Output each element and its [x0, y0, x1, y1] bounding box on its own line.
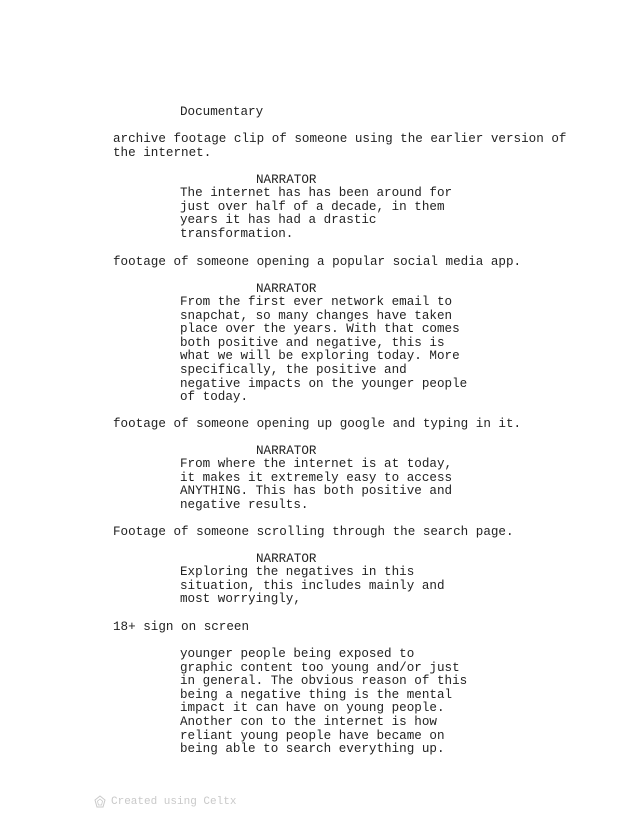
dialogue-line: being a negative thing is the mental: [180, 687, 453, 702]
dialogue-line: specifically, the positive and: [180, 362, 407, 377]
dialogue: [180, 296, 467, 405]
dialogue-line: younger people being exposed to: [180, 647, 415, 661]
character-name: NARRATOR: [256, 444, 317, 458]
dialogue: [180, 458, 452, 512]
action-text: footage of someone opening a popular social media app.: [113, 255, 522, 269]
dialogue-line: place over the years. With that comes: [180, 322, 460, 337]
dialogue-line: negative impacts on the younger people: [180, 376, 468, 391]
action-text: Footage of someone scrolling through the search page.: [113, 525, 514, 539]
dialogue-line: just over half of a decade, in them: [180, 199, 445, 214]
footer-watermark: [94, 795, 236, 809]
action-line: [113, 418, 521, 432]
dialogue-line: negative results.: [180, 497, 309, 512]
character-name: NARRATOR: [256, 282, 317, 296]
dialogue-line: of today.: [180, 390, 249, 405]
dialogue-line: impact it can have on young people.: [180, 701, 445, 716]
action-text: footage of someone opening up google and typing in it.: [113, 417, 522, 431]
dialogue-line: Another con to the internet is how: [180, 714, 437, 729]
action-line: [113, 621, 249, 635]
dialogue-line: From where the internet is at today,: [180, 457, 453, 471]
dialogue-line: in general. The obvious reason of this: [180, 674, 468, 689]
dialogue-line: reliant young people have became on: [180, 728, 445, 743]
dialogue: [180, 648, 467, 757]
dialogue-line: transformation.: [180, 226, 294, 241]
action-text: the internet.: [113, 145, 212, 160]
dialogue-line: most worryingly,: [180, 592, 301, 607]
scene-heading: Documentary: [180, 105, 264, 119]
dialogue: [180, 187, 452, 241]
celtx-logo-icon: [94, 795, 106, 809]
dialogue-line: The internet has has been around for: [180, 186, 453, 200]
action-text: archive footage clip of someone using the earlier version of: [113, 132, 567, 146]
dialogue-line: what we will be exploring today. More: [180, 349, 460, 364]
dialogue: [180, 566, 445, 607]
dialogue-line: years it has had a drastic: [180, 213, 377, 228]
dialogue-line: Exploring the negatives in this: [180, 565, 415, 579]
dialogue-line: snapchat, so many changes have taken: [180, 308, 453, 323]
dialogue-line: ANYTHING. This has both positive and: [180, 484, 453, 499]
footer-text: Created using Celtx: [111, 796, 237, 808]
dialogue-line: From the first ever network email to: [180, 295, 453, 309]
dialogue-line: both positive and negative, this is: [180, 335, 445, 350]
action-line: [113, 526, 514, 540]
action-line: [113, 133, 566, 160]
dialogue-line: situation, this includes mainly and: [180, 578, 445, 593]
action-line: [113, 256, 521, 270]
dialogue-line: it makes it extremely easy to access: [180, 470, 453, 485]
dialogue-line: graphic content too young and/or just: [180, 660, 460, 675]
character-name: NARRATOR: [256, 173, 317, 187]
character-name: NARRATOR: [256, 552, 317, 566]
action-text: 18+ sign on screen: [113, 620, 250, 634]
dialogue-line: being able to search everything up.: [180, 742, 445, 757]
